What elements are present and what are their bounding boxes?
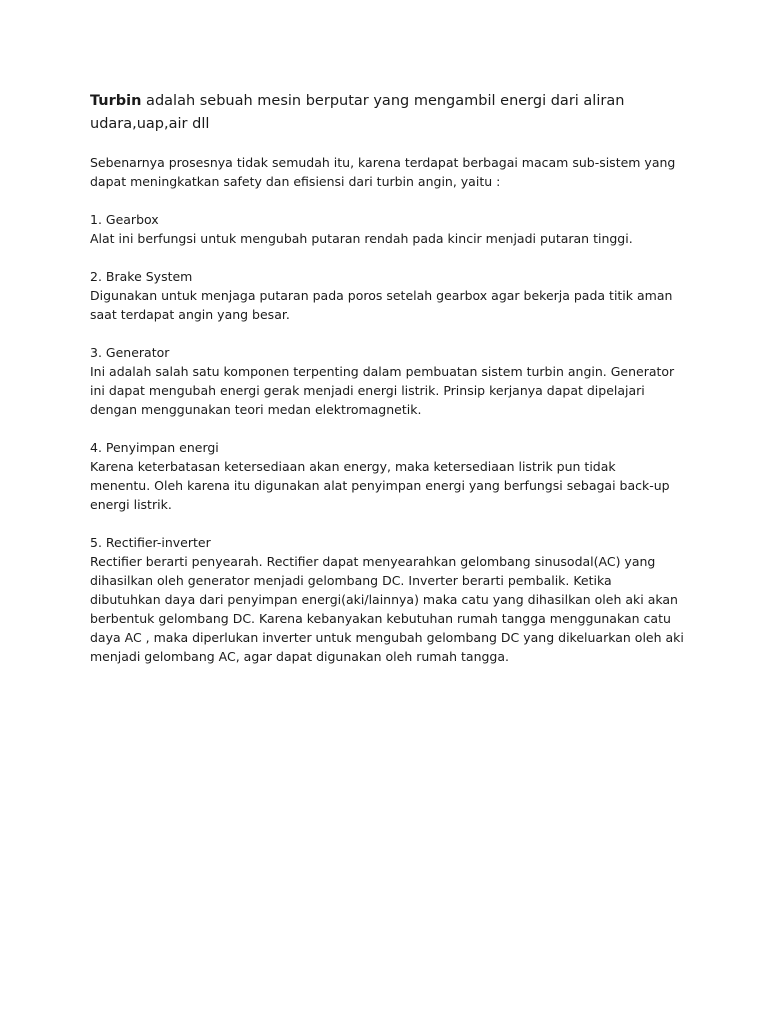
section-title: 5. Rectifier-inverter [90, 535, 211, 550]
intro-line-1: Sebenarnya prosesnya tidak semudah itu, karena terdapat berbagai macam sub-sistem yang [90, 155, 676, 170]
body-line: ini dapat mengubah energi gerak menjadi energi listrik. Prinsip kerjanya dapat dipelajari [90, 383, 645, 398]
body-line: energi listrik. [90, 497, 172, 512]
body-line: menentu. Oleh karena itu digunakan alat penyimpan energi yang berfungsi sebagai back-up [90, 478, 670, 493]
section-generator [90, 343, 710, 419]
section-title: 1. Gearbox [90, 212, 159, 227]
body-line: menjadi gelombang AC, agar dapat digunakan oleh rumah tangga. [90, 649, 509, 664]
section-energy-storage [90, 438, 710, 514]
body-line: dibutuhkan daya dari penyimpan energi(aki/lainnya) maka catu yang dihasilkan oleh aki akan [90, 592, 678, 607]
lead-paragraph [90, 90, 710, 136]
document-page [90, 90, 710, 685]
section-brake-system [90, 267, 710, 324]
lead-line-2: udara,uap,air dll [90, 116, 210, 132]
section-body [90, 286, 710, 324]
section-body [90, 362, 710, 419]
body-line: Digunakan untuk menjaga putaran pada poros setelah gearbox agar bekerja pada titik aman [90, 288, 673, 303]
body-line: Karena keterbatasan ketersediaan akan energy, maka ketersediaan listrik pun tidak [90, 459, 616, 474]
section-title: 3. Generator [90, 345, 170, 360]
body-line: daya AC , maka diperlukan inverter untuk mengubah gelombang DC yang dikeluarkan oleh aki [90, 630, 684, 645]
lead-line-1: adalah sebuah mesin berputar yang mengambil energi dari aliran [141, 93, 625, 109]
section-body [90, 552, 710, 666]
intro-paragraph [90, 153, 710, 191]
body-line: saat terdapat angin yang besar. [90, 307, 290, 322]
body-line: Rectifier berarti penyearah. Rectifier dapat menyearahkan gelombang sinusodal(AC) yang [90, 554, 656, 569]
lead-term: Turbin [90, 93, 142, 109]
section-rectifier-inverter [90, 533, 710, 666]
body-line: berbentuk gelombang DC. Karena kebanyakan kebutuhan rumah tangga menggunakan catu [90, 611, 671, 626]
body-line: dihasilkan oleh generator menjadi gelombang DC. Inverter berarti pembalik. Ketika [90, 573, 612, 588]
body-line: Alat ini berfungsi untuk mengubah putaran rendah pada kincir menjadi putaran tinggi. [90, 231, 633, 246]
body-line: Ini adalah salah satu komponen terpenting dalam pembuatan sistem turbin angin. Generator [90, 364, 675, 379]
intro-line-2: dapat meningkatkan safety dan efisiensi dari turbin angin, yaitu : [90, 174, 501, 189]
section-gearbox [90, 210, 710, 248]
body-line: dengan menggunakan teori medan elektromagnetik. [90, 402, 422, 417]
section-title: 4. Penyimpan energi [90, 440, 219, 455]
section-body [90, 229, 710, 248]
section-title: 2. Brake System [90, 269, 193, 284]
section-body [90, 457, 710, 514]
